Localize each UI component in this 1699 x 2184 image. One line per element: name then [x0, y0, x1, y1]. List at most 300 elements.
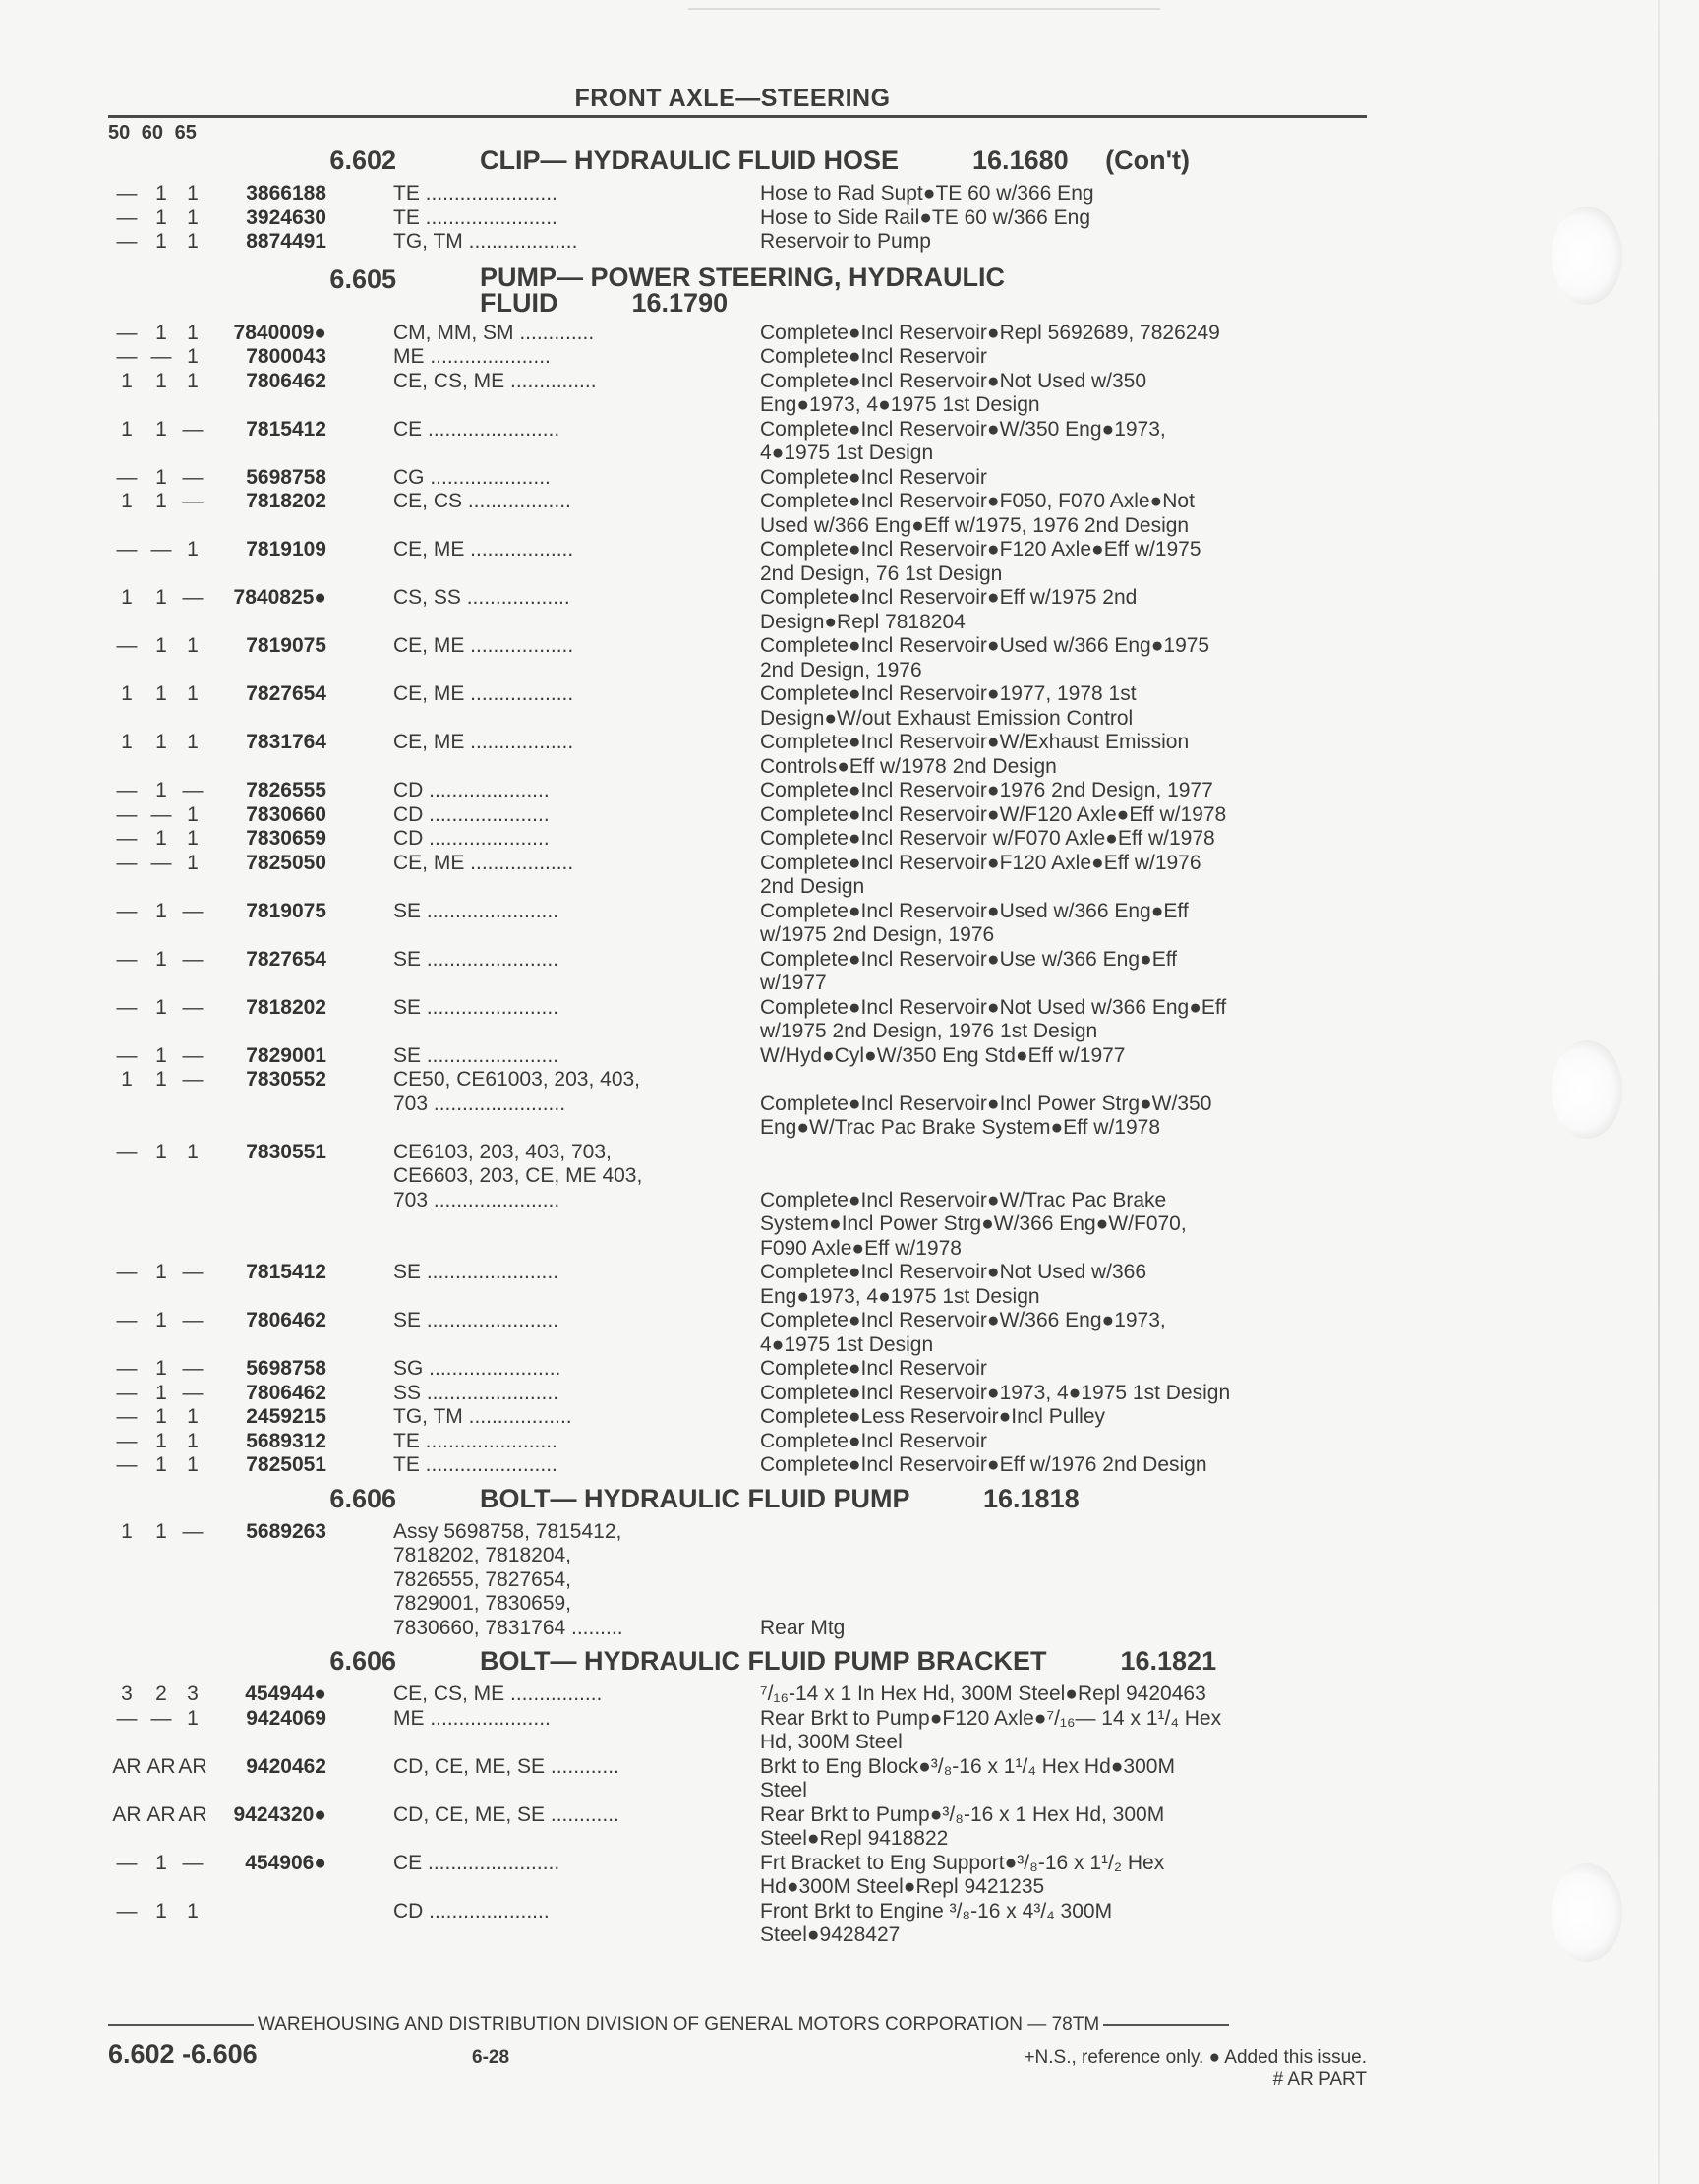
footer-page-number: 6-28 [472, 2047, 510, 2068]
qty-50: — [116, 1309, 138, 1331]
part-row [108, 1520, 1367, 1641]
qty-50: 1 [121, 731, 133, 753]
part-description: Complete●Incl Reservoir●W/Exhaust Emission Controls●Eff w/1978 2nd Design [760, 731, 1190, 778]
part-description: Complete●Incl Reservoir●W/F120 Axle●Eff w/1978 [760, 802, 1227, 826]
footer-note-ns: +N.S., reference only. ● Added this issue. [1024, 2047, 1367, 2068]
part-description: Complete●Incl Reservoir●Used w/366 Eng●1975 2nd Design, 1976 [760, 634, 1210, 681]
part-description: Complete●Incl Reservoir [760, 345, 987, 368]
part-row [108, 634, 1367, 682]
part-number: 7831764 [246, 731, 326, 753]
part-description: Complete●Incl Reservoir●F050, F070 Axle●Not Used w/366 Eng●Eff w/1975, 1976 2nd Design [760, 490, 1195, 537]
part-description: Frt Bracket to Eng Support●³/₈-16 x 1¹/₂ Hex Hd●300M Steel●Repl 9421235 [760, 1851, 1165, 1898]
part-description: Complete●Incl Reservoir●1973, 4●1975 1st Design [760, 1381, 1231, 1404]
qty-60: 1 [155, 206, 167, 229]
qty-50: — [116, 899, 138, 922]
parts-list [108, 182, 1367, 255]
part-number: 7830659 [246, 827, 326, 850]
model-codes: CM, MM, SM ............. [393, 321, 595, 344]
part-row [108, 1900, 1367, 1948]
part-number: 5698758 [246, 465, 326, 489]
part-description: Complete●Incl Reservoir●Eff w/1976 2nd Design [760, 1453, 1207, 1476]
part-number: 7829001 [246, 1043, 326, 1067]
model-codes: SE ....................... [393, 1309, 559, 1331]
qty-60: 2 [155, 1682, 167, 1705]
model-codes: SS ....................... [393, 1381, 559, 1404]
qty-65: 1 [187, 731, 199, 753]
part-number: 9424069 [246, 1706, 326, 1730]
section-code: 6.602 [329, 146, 396, 175]
part-number: 7840009● [233, 321, 326, 344]
qty-65: — [182, 1261, 204, 1283]
model-codes: CE, ME .................. [393, 634, 574, 657]
qty-50: — [116, 802, 138, 826]
qty-60: 1 [155, 230, 167, 253]
part-description: Complete●Incl Reservoir●Not Used w/366 Eng●1973, 4●1975 1st Design [760, 1261, 1147, 1308]
model-codes: CE, CS .................. [393, 490, 571, 512]
part-description: Rear Brkt to Pump●³/₈-16 x 1 Hex Hd, 300M Steel●Repl 9418822 [760, 1802, 1165, 1850]
qty-50: — [116, 634, 138, 657]
part-description: Complete●Incl Reservoir [760, 1357, 987, 1380]
part-row [108, 182, 1367, 207]
footer-rule-left [108, 2024, 254, 2026]
part-number: 2459215 [246, 1405, 326, 1428]
part-row [108, 207, 1367, 231]
part-description: Complete●Incl Reservoir●Incl Power Strg●W/350 Eng●W/Trac Pac Brake System●Eff w/1978 [760, 1092, 1212, 1139]
qty-65: 1 [187, 1899, 199, 1922]
qty-65: — [182, 1068, 204, 1091]
qty-60: AR [146, 1754, 176, 1778]
qty-50: — [116, 538, 138, 561]
model-codes: TE ....................... [393, 1453, 557, 1476]
qty-60: 1 [155, 182, 167, 205]
part-description: Complete●Incl Reservoir●Used w/366 Eng●Eff w/1975 2nd Design, 1976 [760, 899, 1189, 946]
qty-50: — [116, 1453, 138, 1476]
model-codes: TG, TM .................. [393, 1405, 572, 1428]
part-row [108, 1803, 1367, 1852]
part-row [108, 370, 1367, 418]
qty-50: — [116, 1381, 138, 1404]
section-code: 6.606 [329, 1646, 396, 1676]
qty-50: — [116, 851, 138, 874]
part-row [108, 1357, 1367, 1382]
part-description: Complete●Incl Reservoir●W/366 Eng●1973, 4●1975 1st Design [760, 1309, 1166, 1356]
part-row [108, 418, 1367, 466]
qty-50: 1 [121, 682, 133, 705]
qty-60: 1 [155, 1405, 167, 1428]
qty-65: — [182, 1309, 204, 1331]
qty-65: — [182, 1381, 204, 1404]
section-title: BOLT— HYDRAULIC FLUID PUMP 16.1818 [480, 1483, 1080, 1513]
part-number: 8874491 [246, 230, 326, 253]
model-codes: CD, CE, ME, SE ............ [393, 1754, 619, 1778]
model-codes: TG, TM ................... [393, 230, 578, 253]
qty-65: 1 [187, 1405, 199, 1428]
qty-50: 1 [121, 369, 133, 392]
punch-hole-top [1552, 207, 1622, 305]
part-number: 7825051 [246, 1453, 326, 1476]
qty-50: — [116, 230, 138, 253]
part-description: Complete●Incl Reservoir●F120 Axle●Eff w/1975 2nd Design, 76 1st Design [760, 538, 1201, 585]
model-codes: CD ..................... [393, 827, 550, 850]
qty-50: — [116, 465, 138, 489]
part-number: 7819075 [246, 899, 326, 922]
part-description: Complete●Incl Reservoir [760, 465, 987, 489]
part-row [108, 1707, 1367, 1755]
part-description: Hose to Rad Supt●TE 60 w/366 Eng [760, 182, 1094, 205]
qty-65: 3 [187, 1682, 199, 1705]
model-codes: CE6103, 203, 403, 703, CE6603, 203, CE, ME 403, 703 ...................... [393, 1140, 643, 1211]
part-description: W/Hyd●Cyl●W/350 Eng Std●Eff w/1977 [760, 1043, 1126, 1067]
section-title: CLIP— HYDRAULIC FLUID HOSE 16.1680 (Con't) [480, 146, 1190, 175]
qty-60: 1 [155, 634, 167, 657]
part-description: Rear Brkt to Pump●F120 Axle●⁷/₁₆— 14 x 1¹/₄ Hex Hd, 300M Steel [760, 1706, 1222, 1753]
qty-60: 1 [155, 1068, 167, 1091]
model-codes: CE, ME .................. [393, 682, 574, 705]
part-row [108, 852, 1367, 900]
footer [108, 2014, 1367, 2091]
qty-65: — [182, 899, 204, 922]
part-description: Complete●Less Reservoir●Incl Pulley [760, 1405, 1106, 1428]
qty-50: — [116, 1043, 138, 1067]
part-number: 7818202 [246, 490, 326, 512]
qty-60: 1 [155, 490, 167, 512]
model-codes: ME ..................... [393, 1706, 551, 1730]
punch-hole-bottom [1552, 1863, 1622, 1962]
qty-60: 1 [155, 731, 167, 753]
qty-60: — [150, 851, 172, 874]
part-row [108, 900, 1367, 948]
qty-65: — [182, 779, 204, 801]
part-number: 7830660 [246, 802, 326, 826]
qty-50: — [116, 1429, 138, 1452]
part-row [108, 1141, 1367, 1262]
model-codes: SE ....................... [393, 1261, 559, 1283]
part-description: Complete●Incl Reservoir●W/350 Eng●1973, 4●1975 1st Design [760, 417, 1166, 464]
part-row [108, 1405, 1367, 1430]
part-row [108, 996, 1367, 1044]
model-codes: TE ....................... [393, 1429, 557, 1452]
qty-60: 1 [155, 417, 167, 441]
part-description: Hose to Side Rail●TE 60 w/366 Eng [760, 206, 1091, 229]
qty-50: — [116, 182, 138, 205]
page-title: FRONT AXLE—STEERING [574, 85, 891, 112]
part-description: Complete●Incl Reservoir●Repl 5692689, 7826249 [760, 321, 1220, 344]
model-codes: SE ....................... [393, 1043, 559, 1067]
part-description: Complete●Incl Reservoir [760, 1429, 987, 1452]
qty-60: — [150, 1706, 172, 1730]
model-codes: CE, CS, ME ............... [393, 369, 597, 392]
part-row [108, 1261, 1367, 1309]
qty-60: 1 [155, 1519, 167, 1543]
model-codes: TE ....................... [393, 182, 557, 205]
qty-60: — [150, 802, 172, 826]
part-row [108, 538, 1367, 586]
footer-section-range: 6.602 -6.606 [108, 2039, 258, 2069]
model-codes: CD ..................... [393, 779, 550, 801]
qty-65: AR [178, 1754, 207, 1778]
qty-50: AR [112, 1802, 142, 1826]
part-description: Complete●Incl Reservoir●Use w/366 Eng●Eff w/1977 [760, 947, 1178, 994]
qty-60: 1 [155, 1043, 167, 1067]
qty-60: 1 [155, 1899, 167, 1922]
part-row [108, 230, 1367, 255]
part-description: Complete●Incl Reservoir●Not Used w/350 Eng●1973, 4●1975 1st Design [760, 369, 1147, 416]
model-codes: SE ....................... [393, 995, 559, 1019]
qty-50: 1 [121, 1519, 133, 1543]
footer-note-ar: # AR PART [1272, 2069, 1367, 2090]
part-row [108, 827, 1367, 852]
qty-50: 1 [121, 586, 133, 609]
model-codes: CE, CS, ME ................ [393, 1682, 603, 1705]
section-title-line: PUMP— POWER STEERING, HYDRAULIC [480, 262, 1006, 292]
qty-60: 1 [155, 995, 167, 1019]
qty-50: — [116, 779, 138, 801]
model-codes: CE ....................... [393, 1851, 560, 1874]
part-number: 7825050 [246, 851, 326, 874]
part-number: 3866188 [246, 182, 326, 205]
model-codes: Assy 5698758, 7815412, 7818202, 7818204, 7826555, 7827654, 7829001, 7830659, 7830660, 7831764 ......... [393, 1519, 623, 1639]
model-codes: ME ..................... [393, 345, 551, 368]
qty-60: AR [146, 1802, 176, 1826]
part-number: 7818202 [246, 995, 326, 1019]
section-code: 6.606 [329, 1483, 396, 1513]
part-number: 7800043 [246, 345, 326, 368]
qty-65: 1 [187, 321, 199, 344]
qty-60: 1 [155, 1357, 167, 1380]
qty-65: 1 [187, 682, 199, 705]
sections-container [108, 146, 1367, 1948]
qty-60: 1 [155, 1309, 167, 1331]
part-description: Complete●Incl Reservoir●Not Used w/366 Eng●Eff w/1975 2nd Design, 1976 1st Design [760, 995, 1227, 1042]
qty-65: 1 [187, 634, 199, 657]
part-row [108, 466, 1367, 491]
part-description: Complete●Incl Reservoir●Eff w/1975 2nd Design●Repl 7818204 [760, 586, 1138, 633]
part-number [208, 1900, 329, 1948]
qty-60: 1 [155, 1429, 167, 1452]
qty-65: 1 [187, 1429, 199, 1452]
qty-50: 1 [121, 1068, 133, 1091]
part-row [108, 948, 1367, 996]
qty-50: — [116, 827, 138, 850]
qty-50: — [116, 1706, 138, 1730]
qty-60: 1 [155, 465, 167, 489]
model-codes: CE, ME .................. [393, 851, 574, 874]
qty-60: 1 [155, 682, 167, 705]
model-codes: CS, SS .................. [393, 586, 570, 609]
qty-50: 1 [121, 417, 133, 441]
model-codes: CE ....................... [393, 417, 560, 441]
part-number: 7815412 [246, 417, 326, 441]
model-year-columns: 50 60 65 [108, 122, 197, 144]
part-row [108, 731, 1367, 779]
part-description: Brkt to Eng Block●³/₈-16 x 1¹/₄ Hex Hd●300M Steel [760, 1754, 1175, 1801]
qty-60: 1 [155, 899, 167, 922]
qty-65: — [182, 1851, 204, 1874]
part-number: 454944● [245, 1682, 326, 1705]
section-header [108, 1646, 1367, 1677]
qty-50: AR [112, 1754, 142, 1778]
model-codes: TE ....................... [393, 206, 557, 229]
qty-50: — [116, 1851, 138, 1874]
qty-50: — [116, 1140, 138, 1163]
qty-65: 1 [187, 1453, 199, 1476]
part-row [108, 1852, 1367, 1900]
part-description: Reservoir to Pump [760, 230, 931, 253]
qty-65: — [182, 586, 204, 609]
part-number: 9424320● [233, 1802, 326, 1826]
part-number: 7819075 [246, 634, 326, 657]
qty-65: 1 [187, 230, 199, 253]
qty-50: — [116, 321, 138, 344]
qty-60: — [150, 538, 172, 561]
part-row [108, 345, 1367, 370]
part-number: 5698758 [246, 1357, 326, 1380]
qty-50: — [116, 1405, 138, 1428]
qty-50: 1 [121, 490, 133, 512]
part-description: ⁷/₁₆-14 x 1 In Hex Hd, 300M Steel●Repl 9420463 [760, 1682, 1206, 1705]
part-description: Rear Mtg [760, 1616, 846, 1639]
part-row [108, 1068, 1367, 1141]
qty-50: — [116, 1899, 138, 1922]
model-codes: CE, ME .................. [393, 538, 574, 561]
qty-60: 1 [155, 1261, 167, 1283]
qty-60: 1 [155, 827, 167, 850]
part-number: 7815412 [246, 1261, 326, 1283]
qty-65: — [182, 947, 204, 971]
qty-65: 1 [187, 802, 199, 826]
qty-65: 1 [187, 369, 199, 392]
part-number: 7840825● [233, 586, 326, 609]
part-number: 7806462 [246, 1309, 326, 1331]
qty-60: — [150, 345, 172, 368]
part-row [108, 1382, 1367, 1406]
part-number: 7819109 [246, 538, 326, 561]
qty-65: — [182, 1043, 204, 1067]
model-codes: CD ..................... [393, 802, 550, 826]
qty-65: 1 [187, 206, 199, 229]
part-number: 7806462 [246, 369, 326, 392]
catalog-content [108, 85, 1367, 1948]
qty-50: — [116, 345, 138, 368]
part-row [108, 1453, 1367, 1478]
part-number: 5689263 [246, 1519, 326, 1543]
part-row [108, 1430, 1367, 1454]
qty-50: 3 [121, 1682, 133, 1705]
qty-60: 1 [155, 1140, 167, 1163]
footer-rule-right [1103, 2024, 1229, 2026]
part-row [108, 803, 1367, 828]
footer-division: WAREHOUSING AND DISTRIBUTION DIVISION OF GENERAL MOTORS CORPORATION — 78TM [258, 2014, 1100, 2035]
part-description: Front Brkt to Engine ³/₈-16 x 4³/₄ 300M Steel●9428427 [760, 1899, 1113, 1946]
qty-65: AR [178, 1802, 207, 1826]
part-row [108, 1309, 1367, 1357]
qty-60: 1 [155, 1453, 167, 1476]
part-number: 3924630 [246, 206, 326, 229]
model-codes: CD ..................... [393, 1899, 550, 1922]
punch-hole-middle [1552, 1040, 1622, 1139]
qty-65: 1 [187, 851, 199, 874]
part-description: Complete●Incl Reservoir w/F070 Axle●Eff w/1978 [760, 827, 1215, 850]
title-rule [108, 115, 1367, 118]
model-codes: SE ....................... [393, 947, 559, 971]
section-header [108, 262, 1367, 318]
qty-50: — [116, 206, 138, 229]
qty-60: 1 [155, 1851, 167, 1874]
qty-65: 1 [187, 1140, 199, 1163]
qty-60: 1 [155, 1381, 167, 1404]
qty-50: — [116, 1357, 138, 1380]
part-row [108, 586, 1367, 634]
part-row [108, 322, 1367, 346]
qty-50: — [116, 995, 138, 1019]
part-number: 454906● [245, 1851, 326, 1874]
part-row [108, 779, 1367, 803]
qty-50: — [116, 947, 138, 971]
section-title: BOLT— HYDRAULIC FLUID PUMP BRACKET 16.1821 [480, 1646, 1217, 1676]
part-row [108, 490, 1367, 538]
qty-65: 1 [187, 182, 199, 205]
qty-65: — [182, 465, 204, 489]
part-number: 7806462 [246, 1381, 326, 1404]
part-number: 7827654 [246, 682, 326, 705]
section-header [108, 1484, 1367, 1514]
model-codes: SG ....................... [393, 1357, 561, 1380]
part-row [108, 682, 1367, 731]
part-description: Complete●Incl Reservoir●1977, 1978 1st Design●W/out Exhaust Emission Control [760, 682, 1137, 730]
part-number: 7827654 [246, 947, 326, 971]
model-codes: CE50, CE61003, 203, 403, 703 ....................... [393, 1068, 641, 1115]
part-row [108, 1044, 1367, 1069]
part-number: 9420462 [246, 1754, 326, 1778]
part-description: Complete●Incl Reservoir●F120 Axle●Eff w/1976 2nd Design [760, 851, 1201, 898]
section-code: 6.605 [329, 264, 396, 294]
part-description: Complete●Incl Reservoir●1976 2nd Design, 1977 [760, 779, 1213, 801]
qty-65: 1 [187, 827, 199, 850]
qty-65: 1 [187, 1706, 199, 1730]
part-row [108, 1755, 1367, 1803]
qty-60: 1 [155, 321, 167, 344]
part-number: 7826555 [246, 779, 326, 801]
qty-65: — [182, 1357, 204, 1380]
part-number: 5689312 [246, 1429, 326, 1452]
part-row [108, 1682, 1367, 1707]
part-description: Complete●Incl Reservoir●W/Trac Pac Brake System●Incl Power Strg●W/366 Eng●W/F070, F090 Axle●Eff w/1978 [760, 1188, 1187, 1260]
model-codes: CG ..................... [393, 465, 551, 489]
part-number: 7830552 [246, 1068, 326, 1091]
qty-65: — [182, 490, 204, 512]
qty-60: 1 [155, 947, 167, 971]
page-edge [1658, 0, 1660, 2184]
parts-list [108, 1520, 1367, 1641]
model-codes: SE ....................... [393, 899, 559, 922]
qty-65: — [182, 995, 204, 1019]
section-header [108, 146, 1367, 176]
scan-artifact [688, 8, 1160, 10]
qty-60: 1 [155, 586, 167, 609]
model-codes: CD, CE, ME, SE ............ [393, 1802, 619, 1826]
section-title-line: FLUID 16.1790 [480, 287, 729, 318]
qty-65: 1 [187, 538, 199, 561]
qty-65: 1 [187, 345, 199, 368]
qty-65: — [182, 417, 204, 441]
qty-50: — [116, 1261, 138, 1283]
parts-list [108, 1682, 1367, 1948]
qty-60: 1 [155, 369, 167, 392]
part-number: 7830551 [246, 1140, 326, 1163]
model-codes: CE, ME .................. [393, 731, 574, 753]
qty-60: 1 [155, 779, 167, 801]
parts-list [108, 322, 1367, 1478]
